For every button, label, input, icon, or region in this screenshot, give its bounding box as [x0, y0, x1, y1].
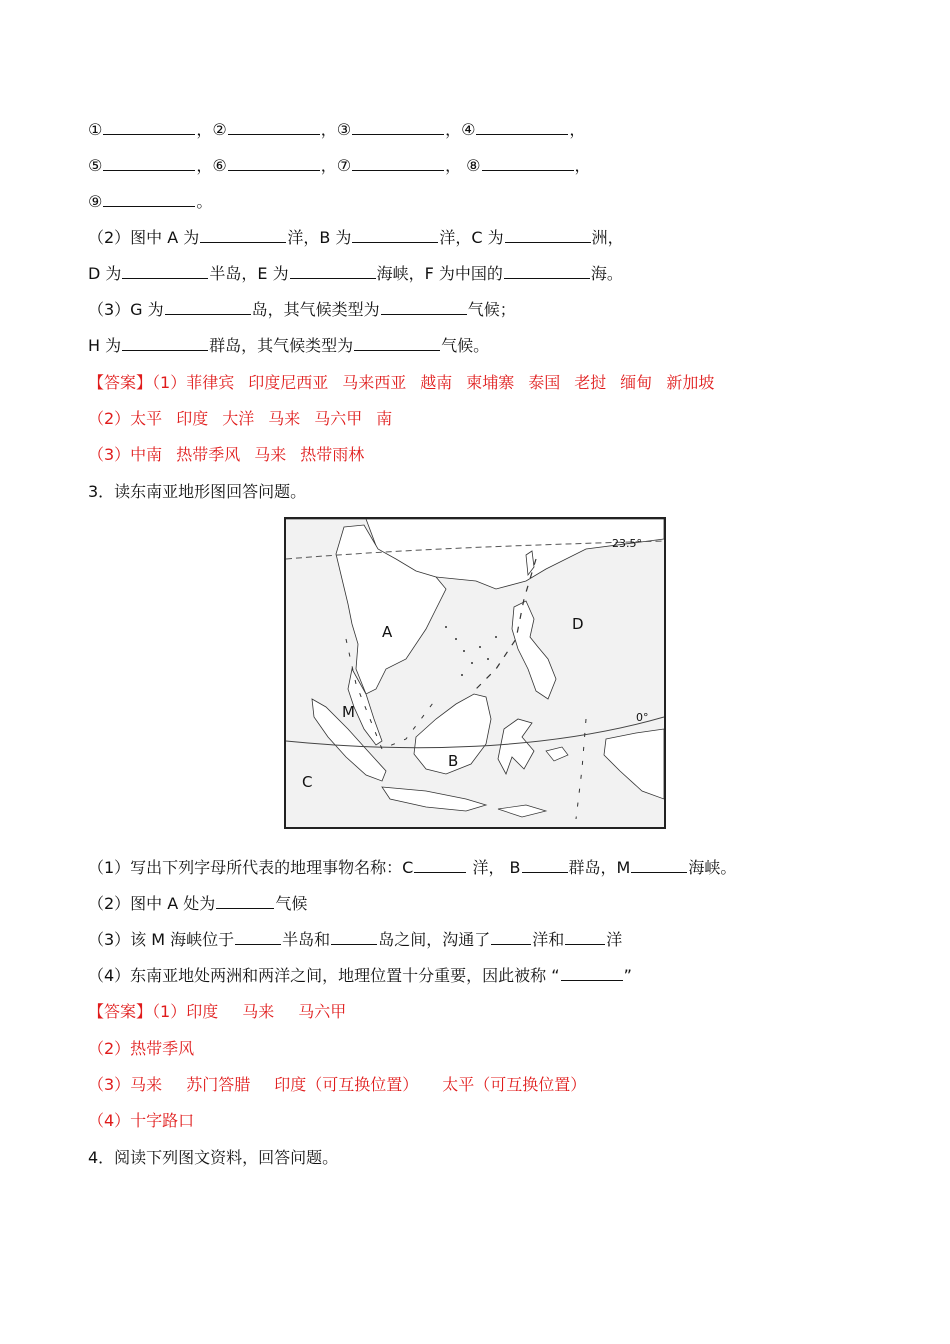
text: 岛，其气候类型为	[251, 300, 380, 319]
answer-item: （1）印度	[152, 1002, 219, 1021]
answer-item: 马来	[268, 409, 301, 428]
blank[interactable]	[103, 190, 195, 207]
text: （3）该 M 海峡位于	[88, 930, 235, 949]
text: （2）图中 A 为	[88, 228, 200, 247]
text: 气候。	[441, 336, 490, 355]
q3-answer-line3	[88, 1074, 600, 1096]
text: H 为	[88, 336, 122, 355]
text: 洲，	[591, 228, 624, 247]
q3-answer-line2	[88, 1038, 208, 1060]
q3-title: 3．读东南亚地形图回答问题。	[88, 482, 307, 501]
map-label-a: A	[382, 623, 393, 641]
text: ”	[623, 966, 632, 985]
map-label-d: D	[572, 615, 584, 633]
answer-item: 缅甸	[620, 373, 653, 392]
q4-title: 4．阅读下列图文资料，回答问题。	[88, 1148, 339, 1167]
blank[interactable]	[505, 226, 591, 243]
text: 气候；	[467, 300, 516, 319]
blank[interactable]	[565, 928, 605, 945]
text: 洋，C 为	[439, 228, 504, 247]
answer-item: 太平（可互换位置）	[442, 1075, 587, 1094]
text: 半岛和	[282, 930, 331, 949]
blank[interactable]	[352, 154, 444, 171]
q2-part3-line2	[88, 334, 489, 357]
answer-item: 马来	[254, 445, 287, 464]
text: （2）图中 A 处为	[88, 894, 216, 913]
answer-item: 印度尼西亚	[248, 373, 329, 392]
answer-item: 柬埔寨	[466, 373, 515, 392]
num-7: ⑦	[336, 156, 352, 175]
text: 洋， B	[472, 858, 521, 877]
text: 洋	[606, 930, 623, 949]
q3-sub1	[88, 856, 736, 879]
map-svg	[286, 519, 664, 827]
answer-item: 老挝	[574, 373, 607, 392]
answer-item: 苏门答腊	[186, 1075, 251, 1094]
num-8: ⑧	[466, 156, 481, 175]
blank[interactable]	[103, 154, 195, 171]
answer-label: 【答案】	[88, 1002, 153, 1021]
fill-row-3: ⑨ 。	[88, 192, 213, 211]
text: 海。	[590, 264, 623, 283]
answer-label: 【答案】	[88, 373, 153, 392]
blank[interactable]	[522, 856, 568, 873]
blank[interactable]	[216, 892, 274, 909]
blank[interactable]	[414, 856, 466, 873]
answer-item: 马来西亚	[342, 373, 407, 392]
blank[interactable]	[290, 262, 376, 279]
q3-sub4	[88, 964, 632, 987]
blank[interactable]	[561, 964, 623, 981]
text: （1）写出下列字母所代表的地理事物名称：C	[88, 858, 414, 877]
blank[interactable]	[504, 262, 590, 279]
answer-item: 南	[376, 409, 393, 428]
map-label-b: B	[448, 752, 459, 770]
blank[interactable]	[165, 298, 251, 315]
blank[interactable]	[352, 226, 438, 243]
answer-item: （3）马来	[88, 1075, 163, 1094]
answer-item: （2）太平	[88, 409, 163, 428]
q2-part3-line1	[88, 298, 516, 321]
answer-item: 热带雨林	[300, 445, 365, 464]
answer-item: （3）中南	[88, 445, 163, 464]
q2-answer-line1	[88, 372, 728, 394]
answer-item: 马六甲	[314, 409, 363, 428]
text: 海峡，F 为中国的	[376, 264, 503, 283]
blank[interactable]	[491, 928, 531, 945]
q2-part2-line2	[88, 262, 623, 285]
answer-item: 热带季风	[176, 445, 241, 464]
q3-answer-line1	[88, 1001, 360, 1023]
num-4: ④	[461, 120, 476, 139]
blank[interactable]	[631, 856, 687, 873]
blank[interactable]	[476, 118, 568, 135]
answer-item: 印度	[176, 409, 209, 428]
text: 半岛，E 为	[209, 264, 289, 283]
answer-item: 马来	[242, 1002, 275, 1021]
answer-item: （1）菲律宾	[152, 373, 235, 392]
num-1: ①	[88, 120, 103, 139]
blank[interactable]	[381, 298, 467, 315]
fill-row-2: ⑤ ，⑥ ，⑦ ， ⑧ ，	[88, 156, 591, 175]
southeast-asia-map	[284, 517, 666, 829]
text: 岛之间，沟通了	[378, 930, 491, 949]
map-label-equator: 0°	[636, 711, 649, 724]
q3-sub3	[88, 928, 622, 951]
answer-item: 印度（可互换位置）	[274, 1075, 419, 1094]
text: 气候	[275, 894, 308, 913]
answer-item: 新加坡	[666, 373, 715, 392]
text: （3）G 为	[88, 300, 164, 319]
q3-sub2	[88, 892, 307, 915]
text: 洋和	[532, 930, 565, 949]
num-3: ③	[336, 120, 352, 139]
num-5: ⑤	[88, 156, 103, 175]
blank[interactable]	[331, 928, 377, 945]
blank[interactable]	[122, 262, 208, 279]
blank[interactable]	[235, 928, 281, 945]
answer-item: （2）热带季风	[88, 1039, 195, 1058]
q2-answer-line2	[88, 408, 406, 430]
map-label-m: M	[342, 703, 355, 721]
answer-item: 越南	[420, 373, 453, 392]
text: 群岛，其气候类型为	[209, 336, 354, 355]
blank[interactable]	[122, 334, 208, 351]
fill-row-1: ① ，② ，③ ，④ ，	[88, 120, 586, 139]
text: 洋，B 为	[287, 228, 352, 247]
text: D 为	[88, 264, 122, 283]
num-6: ⑥	[212, 156, 227, 175]
q2-part2-line1	[88, 226, 624, 249]
answer-item: 马六甲	[298, 1002, 347, 1021]
map-label-c: C	[302, 773, 313, 791]
answer-item: 泰国	[528, 373, 561, 392]
answer-item: （4）十字路口	[88, 1111, 195, 1130]
blank[interactable]	[103, 118, 195, 135]
blank[interactable]	[354, 334, 440, 351]
text: 海峡。	[688, 858, 737, 877]
blank[interactable]	[228, 118, 320, 135]
num-2: ②	[212, 120, 227, 139]
q2-answer-line3	[88, 444, 378, 466]
blank[interactable]	[352, 118, 444, 135]
blank[interactable]	[228, 154, 320, 171]
answer-item: 大洋	[222, 409, 255, 428]
num-9: ⑨	[88, 192, 103, 211]
blank[interactable]	[200, 226, 286, 243]
text: （4）东南亚地处两洲和两洋之间，地理位置十分重要，因此被称 “	[88, 966, 560, 985]
q3-answer-line4	[88, 1110, 208, 1132]
text: 群岛，M	[568, 858, 631, 877]
map-label-tropic: 23.5°	[612, 537, 642, 550]
blank[interactable]	[482, 154, 574, 171]
